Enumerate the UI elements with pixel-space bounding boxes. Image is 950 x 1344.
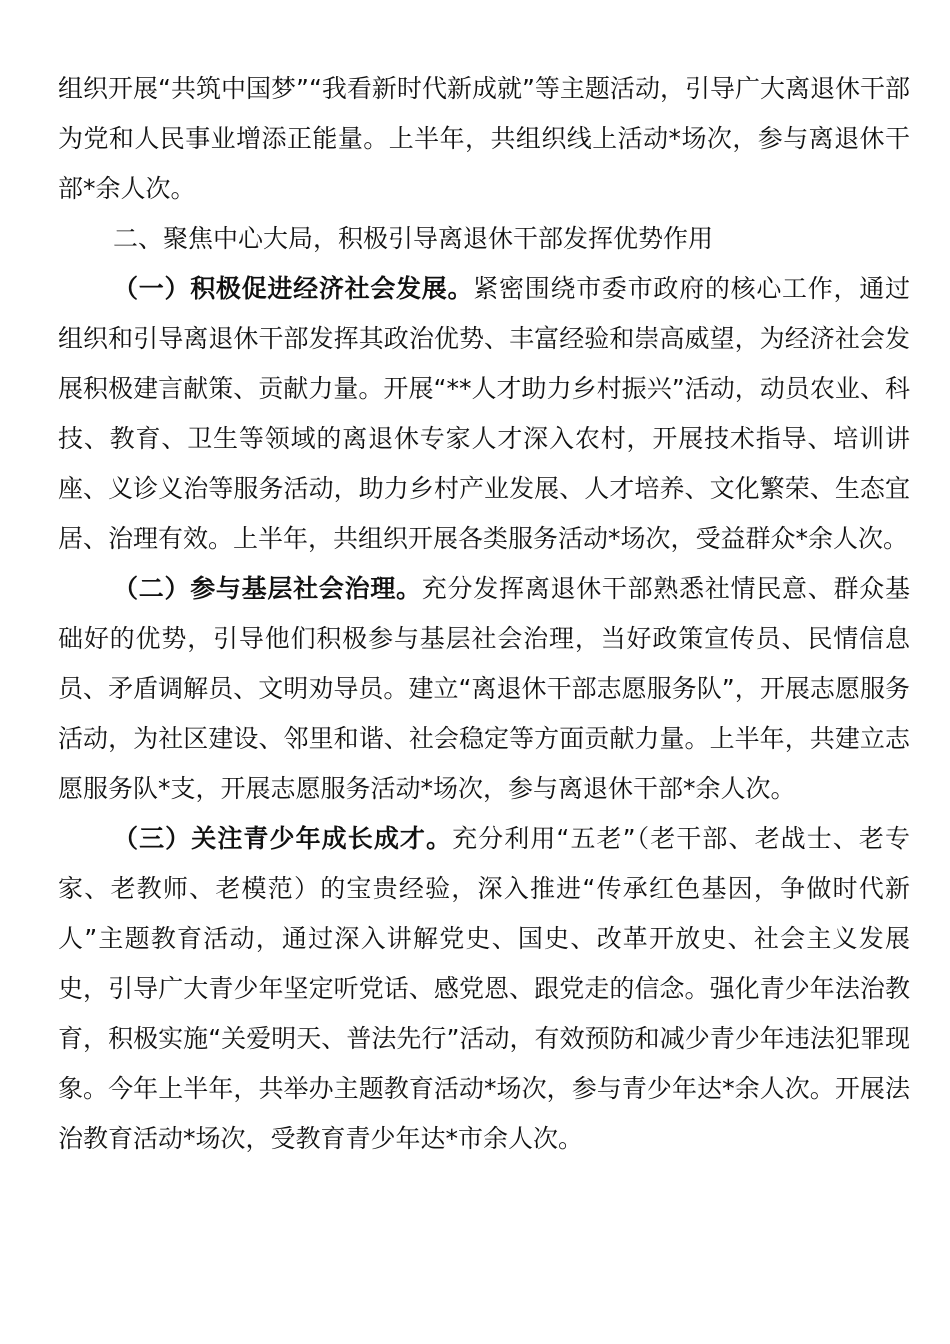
paragraph-continuation: 组织开展“共筑中国梦”“我看新时代新成就”等主题活动，引导广大离退休干部为党和人民事业增添正能量。上半年，共组织线上活动*场次，参与离退休干部*余人次。 [58, 74, 910, 203]
subsection-body: 充分利用“五老”（老干部、老战士、老专家、老教师、老模范）的宝贵经验，深入推进“传承红色基因，争做时代新人”主题教育活动，通过深入讲解党史、国史、改革开放史、社会主义发展史，引导广大青少年坚定听党话、感党恩、跟党走的信念。强化青少年法治教育，积极实施“关爱明天、普法先行”活动，有效预防和减少青少年违法犯罪现象。今年上半年，共举办主题教育活动*场次，参与青少年达*余人次。开展法治教育活动*场次，受教育青少年达*市余人次。 [58, 824, 910, 1153]
subsection-grassroots-governance [58, 564, 910, 814]
subsection-title: （三）关注青少年成长成才。 [113, 824, 453, 853]
subsection-youth-growth [58, 814, 910, 1164]
subsection-body: 充分发挥离退休干部熟悉社情民意、群众基础好的优势，引导他们积极参与基层社会治理，当好政策宣传员、民情信息员、矛盾调解员、文明劝导员。建立“离退休干部志愿服务队”，开展志愿服务活动，为社区建设、邻里和谐、社会稳定等方面贡献力量。上半年，共建立志愿服务队*支，开展志愿服务活动*场次，参与离退休干部*余人次。 [58, 574, 910, 803]
subsection-body: 紧密围绕市委市政府的核心工作，通过组织和引导离退休干部发挥其政治优势、丰富经验和崇高威望，为经济社会发展积极建言献策、贡献力量。开展“**人才助力乡村振兴”活动，动员农业、科技、教育、卫生等领域的离退休专家人才深入农村，开展技术指导、培训讲座、义诊义治等服务活动，助力乡村产业发展、人才培养、文化繁荣、生态宜居、治理有效。上半年，共组织开展各类服务活动*场次，受益群众*余人次。 [58, 274, 910, 553]
subsection-title: （二）参与基层社会治理。 [113, 574, 422, 603]
subsection-title: （一）积极促进经济社会发展。 [113, 274, 474, 303]
subsection-economic-development [58, 264, 910, 564]
document-page [58, 64, 910, 1164]
section-heading: 二、聚焦中心大局，积极引导离退休干部发挥优势作用 [113, 224, 714, 253]
